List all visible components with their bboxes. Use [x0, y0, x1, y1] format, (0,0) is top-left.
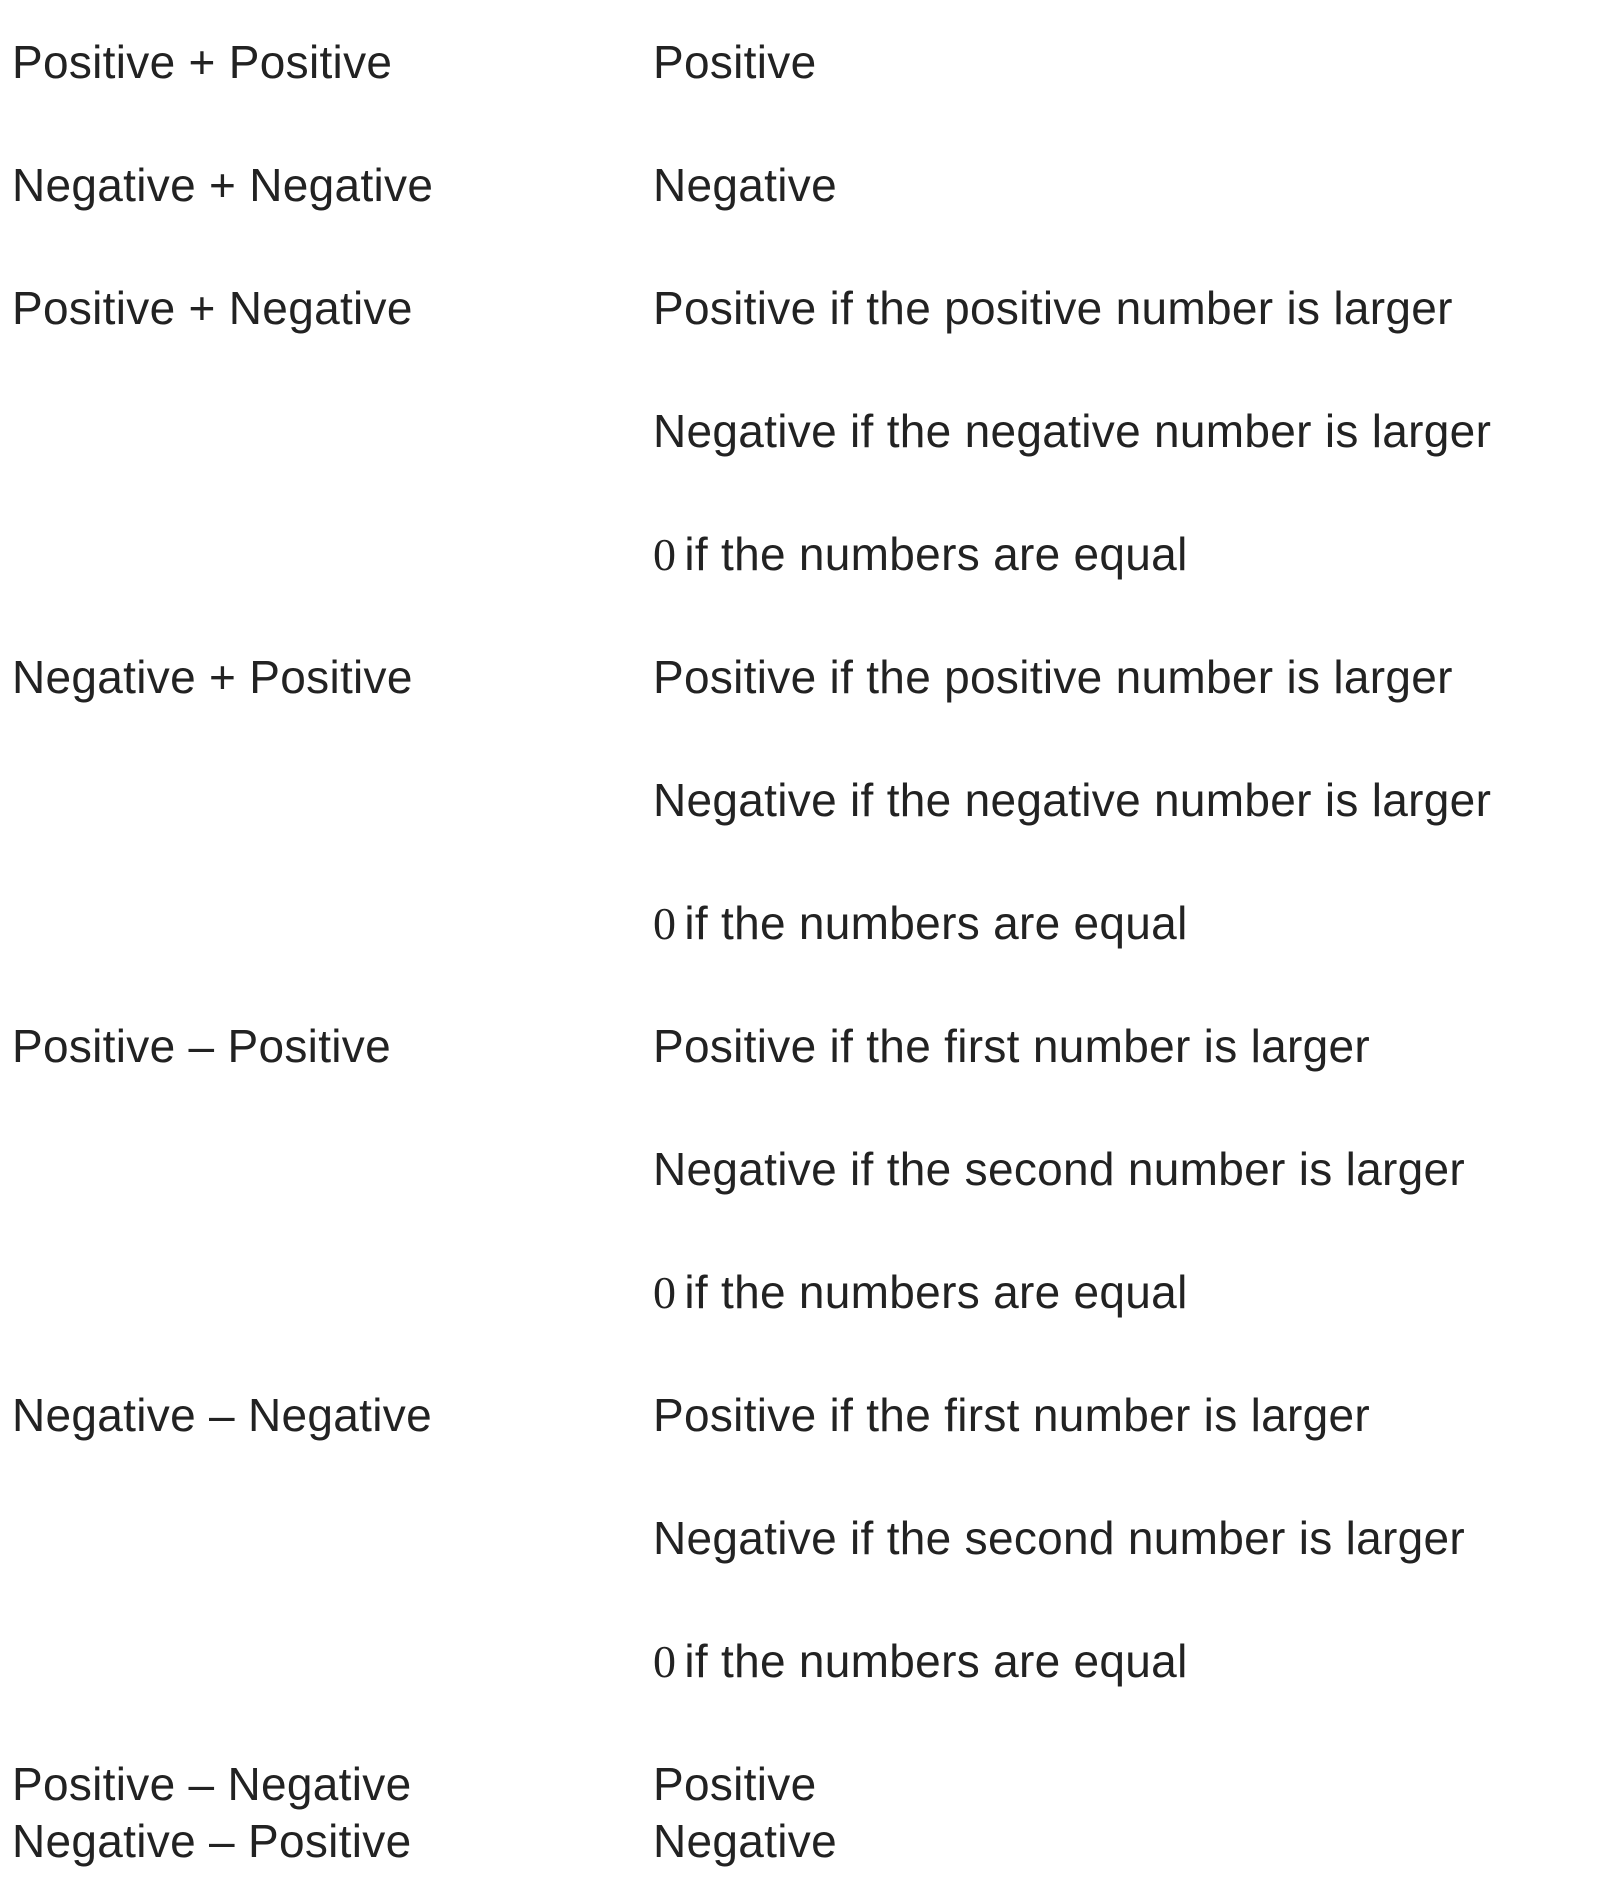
table-row	[0, 369, 1622, 492]
result-cell	[653, 650, 1453, 704]
result-cell	[653, 1388, 1370, 1442]
table-row	[0, 615, 1622, 738]
expression-cell: Positive + Positive	[12, 35, 393, 88]
result-text: Positive	[653, 35, 817, 88]
zero-numeral: 0	[653, 528, 677, 580]
result-text: Negative if the second number is larger	[653, 1511, 1466, 1564]
result-text: Negative if the negative number is larger	[653, 773, 1492, 826]
table-row	[0, 1599, 1622, 1722]
result-text: if the numbers are equal	[684, 527, 1188, 580]
result-cell	[653, 773, 1491, 827]
table-row	[0, 738, 1622, 861]
result-text: Positive if the positive number is larger	[653, 650, 1453, 703]
result-text: Negative	[653, 1814, 837, 1867]
result-cell	[653, 1511, 1465, 1565]
table-row	[0, 861, 1622, 984]
result-text: Positive if the first number is larger	[653, 1388, 1370, 1441]
result-cell	[653, 404, 1491, 458]
table-row	[0, 123, 1622, 246]
table-row	[0, 984, 1622, 1107]
table-row	[0, 1476, 1622, 1599]
expression-cell: Positive + Negative	[12, 281, 413, 334]
expression-cell: Negative – Negative	[12, 1388, 432, 1441]
table-row	[0, 1779, 1622, 1902]
result-cell	[653, 1634, 1188, 1688]
result-cell	[653, 1814, 837, 1868]
result-text: Positive	[653, 1757, 817, 1810]
table-row	[0, 1353, 1622, 1476]
result-cell	[653, 281, 1453, 335]
result-cell	[653, 35, 816, 89]
result-cell	[653, 896, 1188, 950]
table-row	[0, 492, 1622, 615]
table-row	[0, 1107, 1622, 1230]
expression-cell: Negative + Negative	[12, 158, 434, 211]
table-row	[0, 246, 1622, 369]
result-text: if the numbers are equal	[684, 896, 1188, 949]
result-text: Negative if the second number is larger	[653, 1142, 1466, 1195]
zero-numeral: 0	[653, 1635, 677, 1687]
expression-cell: Positive – Positive	[12, 1019, 391, 1072]
expression-cell: Negative + Positive	[12, 650, 413, 703]
result-cell	[653, 1265, 1188, 1319]
result-text: Negative if the negative number is larger	[653, 404, 1492, 457]
result-cell	[653, 1019, 1370, 1073]
result-text: Positive if the first number is larger	[653, 1019, 1370, 1072]
expression-cell: Negative – Positive	[12, 1814, 412, 1867]
expression-cell: Positive – Negative	[12, 1757, 412, 1810]
result-text: if the numbers are equal	[684, 1634, 1188, 1687]
result-text: if the numbers are equal	[684, 1265, 1188, 1318]
result-cell	[653, 527, 1188, 581]
table-row	[0, 0, 1622, 123]
result-text: Negative	[653, 158, 837, 211]
result-cell	[653, 158, 837, 212]
zero-numeral: 0	[653, 1266, 677, 1318]
zero-numeral: 0	[653, 897, 677, 949]
result-cell	[653, 1142, 1465, 1196]
result-text: Positive if the positive number is larger	[653, 281, 1453, 334]
table-row	[0, 1230, 1622, 1353]
